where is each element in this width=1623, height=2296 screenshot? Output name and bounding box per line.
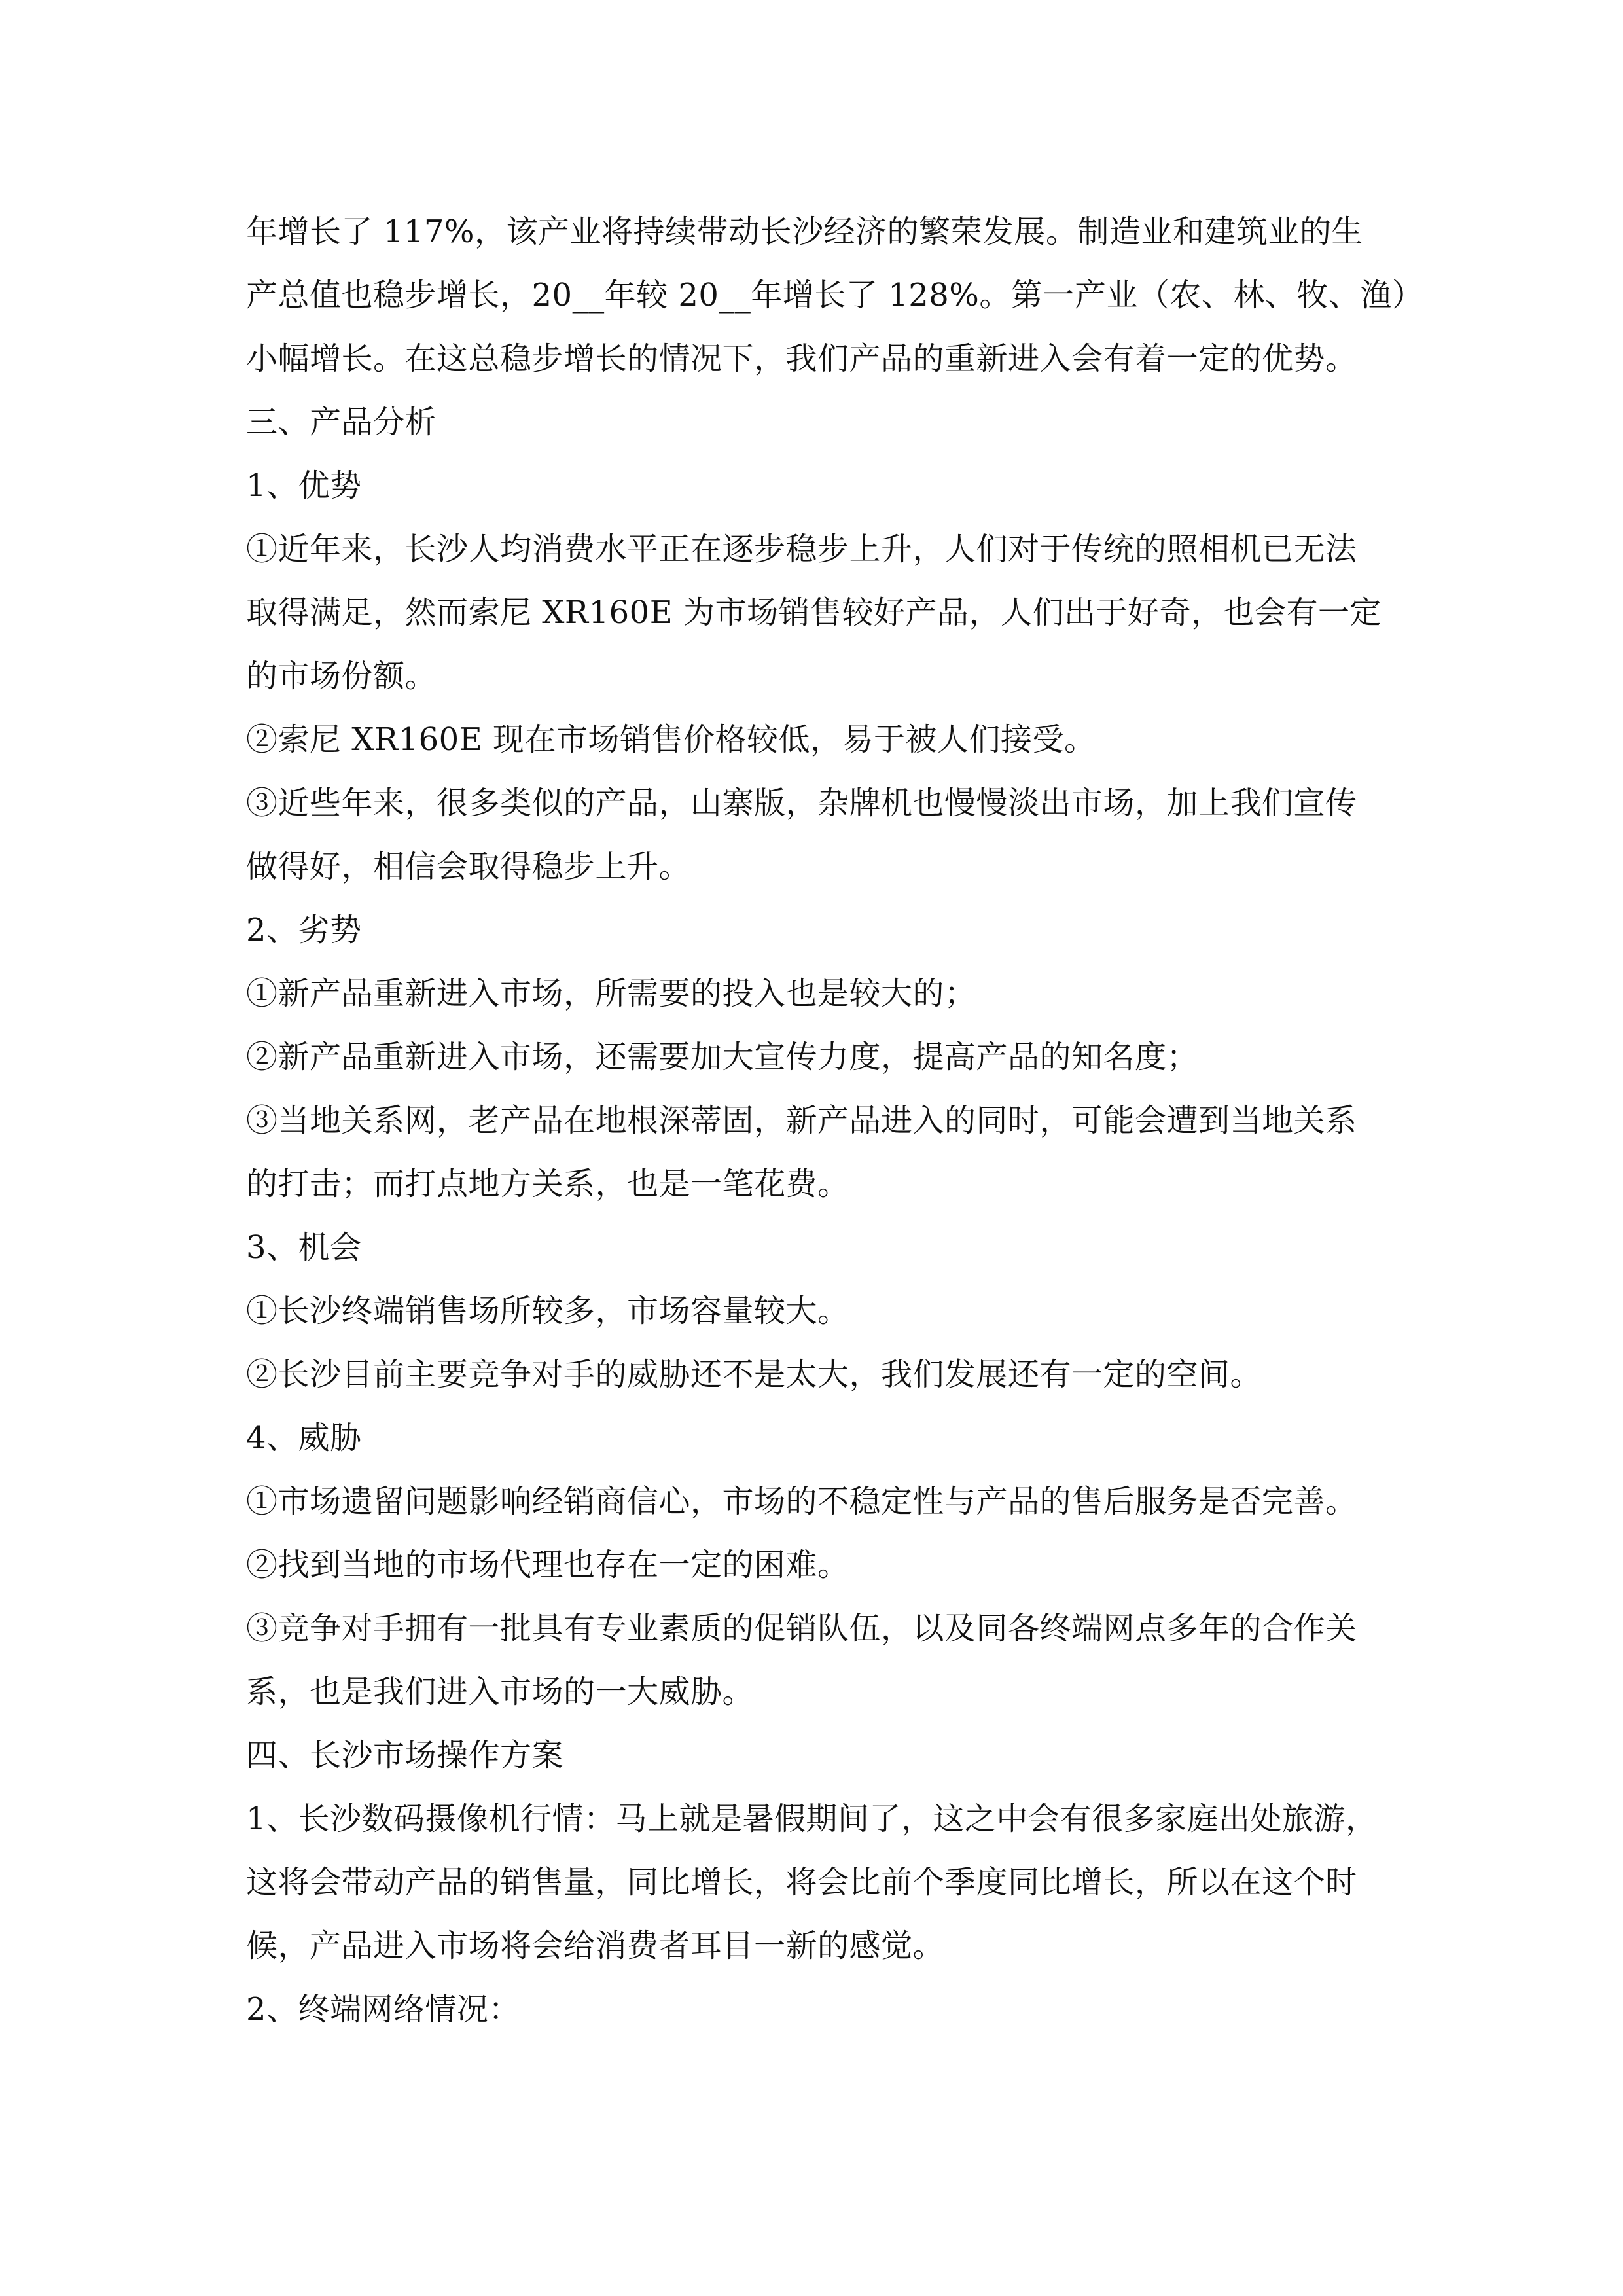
section-heading: 三、产品分析 bbox=[246, 404, 437, 440]
paragraph-line: ②找到当地的市场代理也存在一定的困难。 bbox=[246, 1547, 849, 1583]
paragraph-line: 这将会带动产品的销售量，同比增长，将会比前个季度同比增长，所以在这个时 bbox=[246, 1864, 1357, 1901]
document-body bbox=[246, 200, 1424, 2041]
paragraph-line: ③近些年来，很多类似的产品，山寨版，杂牌机也慢慢淡出市场，加上我们宣传 bbox=[246, 785, 1357, 821]
paragraph-line: ①市场遗留问题影响经销商信心，市场的不稳定性与产品的售后服务是否完善。 bbox=[246, 1483, 1357, 1520]
paragraph-line: ①近年来，长沙人均消费水平正在逐步稳步上升，人们对于传统的照相机已无法 bbox=[246, 531, 1357, 567]
subsection-heading: 4、威胁 bbox=[246, 1420, 362, 1456]
paragraph-line: 的市场份额。 bbox=[246, 658, 437, 694]
paragraph-line: ②索尼 XR160E 现在市场销售价格较低，易于被人们接受。 bbox=[246, 721, 1096, 758]
paragraph-line: 取得满足，然而索尼 XR160E 为市场销售较好产品，人们出于好奇，也会有一定 bbox=[246, 594, 1382, 631]
subsection-heading: 1、优势 bbox=[246, 467, 362, 504]
paragraph-line: 1、长沙数码摄像机行情：马上就是暑假期间了，这之中会有很多家庭出处旅游， bbox=[246, 1801, 1378, 1837]
paragraph-line: ①新产品重新进入市场，所需要的投入也是较大的； bbox=[246, 975, 976, 1012]
paragraph-line: ①长沙终端销售场所较多，市场容量较大。 bbox=[246, 1293, 849, 1329]
subsection-heading: 2、劣势 bbox=[246, 912, 362, 948]
paragraph-line: 系，也是我们进入市场的一大威胁。 bbox=[246, 1674, 755, 1710]
paragraph-line: ③当地关系网，老产品在地根深蒂固，新产品进入的同时，可能会遭到当地关系 bbox=[246, 1102, 1357, 1139]
paragraph-line: 候，产品进入市场将会给消费者耳目一新的感觉。 bbox=[246, 1928, 945, 1964]
section-heading: 四、长沙市场操作方案 bbox=[246, 1737, 564, 1774]
paragraph-line: ②新产品重新进入市场，还需要加大宣传力度，提高产品的知名度； bbox=[246, 1039, 1199, 1075]
paragraph-line: ②长沙目前主要竞争对手的威胁还不是太大，我们发展还有一定的空间。 bbox=[246, 1356, 1262, 1393]
subsection-heading: 2、终端网络情况： bbox=[246, 1991, 521, 2028]
subsection-heading: 3、机会 bbox=[246, 1229, 362, 1266]
paragraph-line: 的打击；而打点地方关系，也是一笔花费。 bbox=[246, 1166, 849, 1202]
paragraph-line: 做得好，相信会取得稳步上升。 bbox=[246, 848, 691, 885]
paragraph-line: 产总值也稳步增长，20__年较 20__年增长了 128%。第一产业（农、林、牧、渔） bbox=[246, 277, 1424, 314]
paragraph-line: 年增长了 117%，该产业将持续带动长沙经济的繁荣发展。制造业和建筑业的生 bbox=[246, 213, 1363, 250]
paragraph-line: 小幅增长。在这总稳步增长的情况下，我们产品的重新进入会有着一定的优势。 bbox=[246, 340, 1357, 377]
paragraph-line: ③竞争对手拥有一批具有专业素质的促销队伍，以及同各终端网点多年的合作关 bbox=[246, 1610, 1357, 1647]
